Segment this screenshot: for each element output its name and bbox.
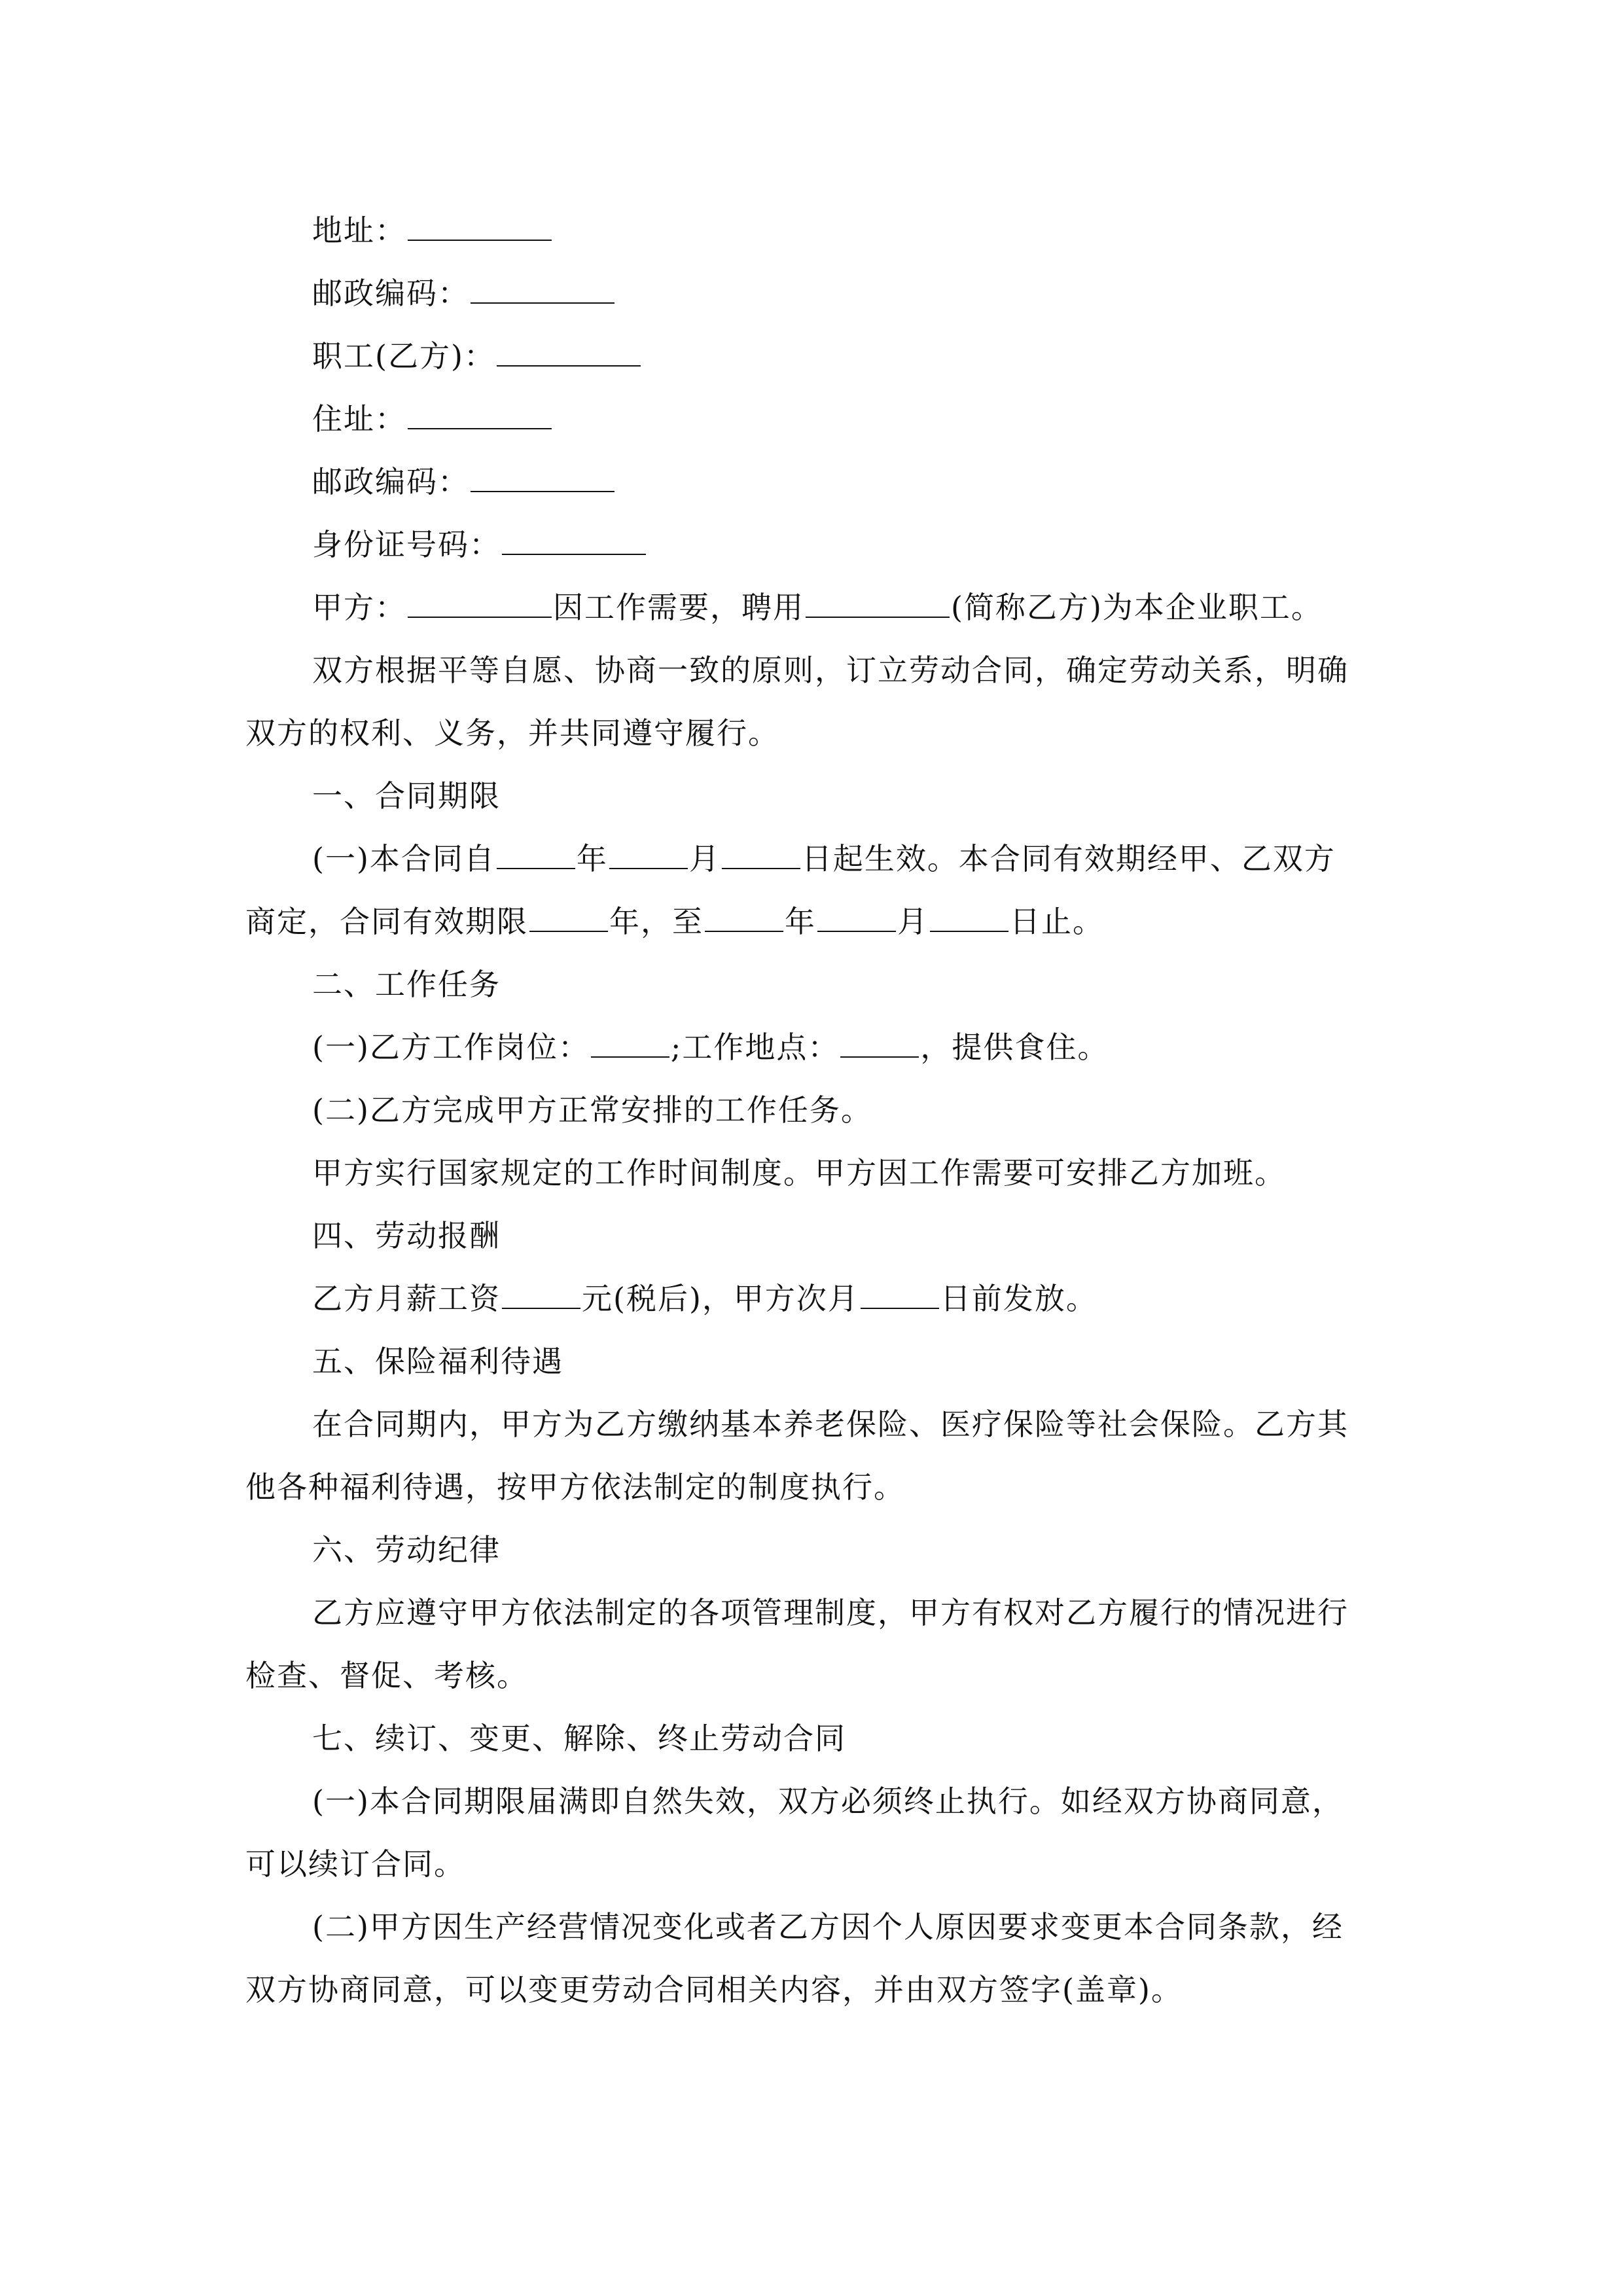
address-line [312,211,1464,250]
sec1-p1-text-d: 日起生效。本合同有效期经甲、乙双方 [801,841,1336,876]
section-7-paragraph-1-line-2: 可以续订合同。 [245,1846,465,1882]
sec1-p2-text-a: 商定，合同有效期限 [245,904,528,939]
section-7-paragraph-2-line-2: 双方协商同意，可以变更劳动合同相关内容，并由双方签字(盖章)。 [245,1972,1183,2007]
sec1-p1-text-b: 年 [576,841,608,876]
section-5-paragraph-line-2: 他各种福利待遇，按甲方依法制定的制度执行。 [245,1469,905,1505]
sec4-p1-text-c: 日前发放。 [940,1281,1097,1316]
section-7-paragraph-2-line-1: (二)甲方因生产经营情况变化或者乙方因个人原因要求变更本合同条款，经 [312,1909,1344,1945]
position-blank [591,1028,669,1058]
section-6-title: 六、劳动纪律 [312,1532,501,1568]
section-2-paragraph-1 [312,1028,1464,1067]
end-month-blank [817,902,896,932]
idcard-label: 身份证号码： [312,527,501,562]
start-month-blank [609,839,688,869]
sec1-p2-text-e: 日止。 [1010,904,1104,939]
employee-label: 职工(乙方)： [312,338,495,374]
party-b-blank [806,588,950,618]
section-6-paragraph-line-2: 检查、督促、考核。 [245,1658,528,1693]
hire-text-c: (简称乙方)为本企业职工。 [951,590,1323,625]
employee-line [312,336,1464,376]
section-5-title: 五、保险福利待遇 [312,1344,563,1379]
residence-line [312,399,1464,439]
sec1-p2-text-b: 年，至 [609,904,704,939]
start-day-blank [722,839,800,869]
sec1-p2-text-c: 年 [785,904,816,939]
sec2-p1-text-b: ;工作地点： [670,1030,840,1065]
sec1-p2-text-d: 月 [897,904,929,939]
residence-label: 住址： [312,401,406,437]
address-blank [408,211,552,241]
section-6-paragraph-line-1: 乙方应遵守甲方依法制定的各项管理制度，甲方有权对乙方履行的情况进行 [312,1595,1349,1630]
section-4-paragraph-1 [312,1279,1464,1318]
salary-blank [502,1279,580,1309]
sec1-p1-text-c: 月 [688,841,721,876]
term-years-blank [529,902,608,932]
section-7-title: 七、续订、变更、解除、终止劳动合同 [312,1721,846,1756]
sec4-p1-text-b: 元(税后)，甲方次月 [582,1281,859,1316]
intro-line-2: 双方的权利、义务，并共同遵守履行。 [245,715,779,751]
section-5-paragraph-line-1: 在合同期内，甲方为乙方缴纳基本养老保险、医疗保险等社会保险。乙方其 [312,1407,1349,1442]
workplace-blank [840,1028,919,1058]
section-1-title: 一、合同期限 [312,778,501,814]
party-a-blank [408,588,552,618]
hire-text-b: 因工作需要，聘用 [553,590,804,625]
postcode-blank-1 [471,274,615,304]
sec2-p1-text-a: (一)乙方工作岗位： [312,1030,590,1065]
postcode-line-2 [312,462,1464,501]
sec2-p1-text-c: ，提供食住。 [920,1030,1109,1065]
section-2-title: 二、工作任务 [312,967,501,1002]
section-7-paragraph-1-line-1: (一)本合同期限届满即自然失效，双方必须终止执行。如经双方协商同意， [312,1784,1344,1819]
end-day-blank [930,902,1008,932]
sec4-p1-text-a: 乙方月薪工资 [312,1281,501,1316]
employee-blank [497,336,641,367]
section-1-paragraph-2 [245,902,1397,941]
hire-text-a: 甲方： [312,590,406,625]
end-year-blank [705,902,783,932]
section-2-paragraph-2: (二)乙方完成甲方正常安排的工作任务。 [312,1092,872,1128]
intro-line-1: 双方根据平等自愿、协商一致的原则，订立劳动合同，确定劳动关系，明确 [312,653,1349,688]
idcard-line [312,525,1464,564]
start-year-blank [497,839,575,869]
postcode-line-1 [312,274,1464,313]
address-label: 地址： [312,213,406,248]
residence-blank [408,399,552,429]
section-4-title: 四、劳动报酬 [312,1218,501,1253]
postcode-blank-2 [471,462,615,492]
section-1-paragraph-1 [312,839,1464,878]
sec1-p1-text-a: (一)本合同自 [312,841,495,876]
idcard-blank [502,525,646,555]
postcode-label-2: 邮政编码： [312,464,469,499]
section-3-paragraph-1: 甲方实行国家规定的工作时间制度。甲方因工作需要可安排乙方加班。 [312,1155,1286,1191]
payday-blank [861,1279,939,1309]
postcode-label-1: 邮政编码： [312,276,469,311]
hire-line [312,588,1464,627]
